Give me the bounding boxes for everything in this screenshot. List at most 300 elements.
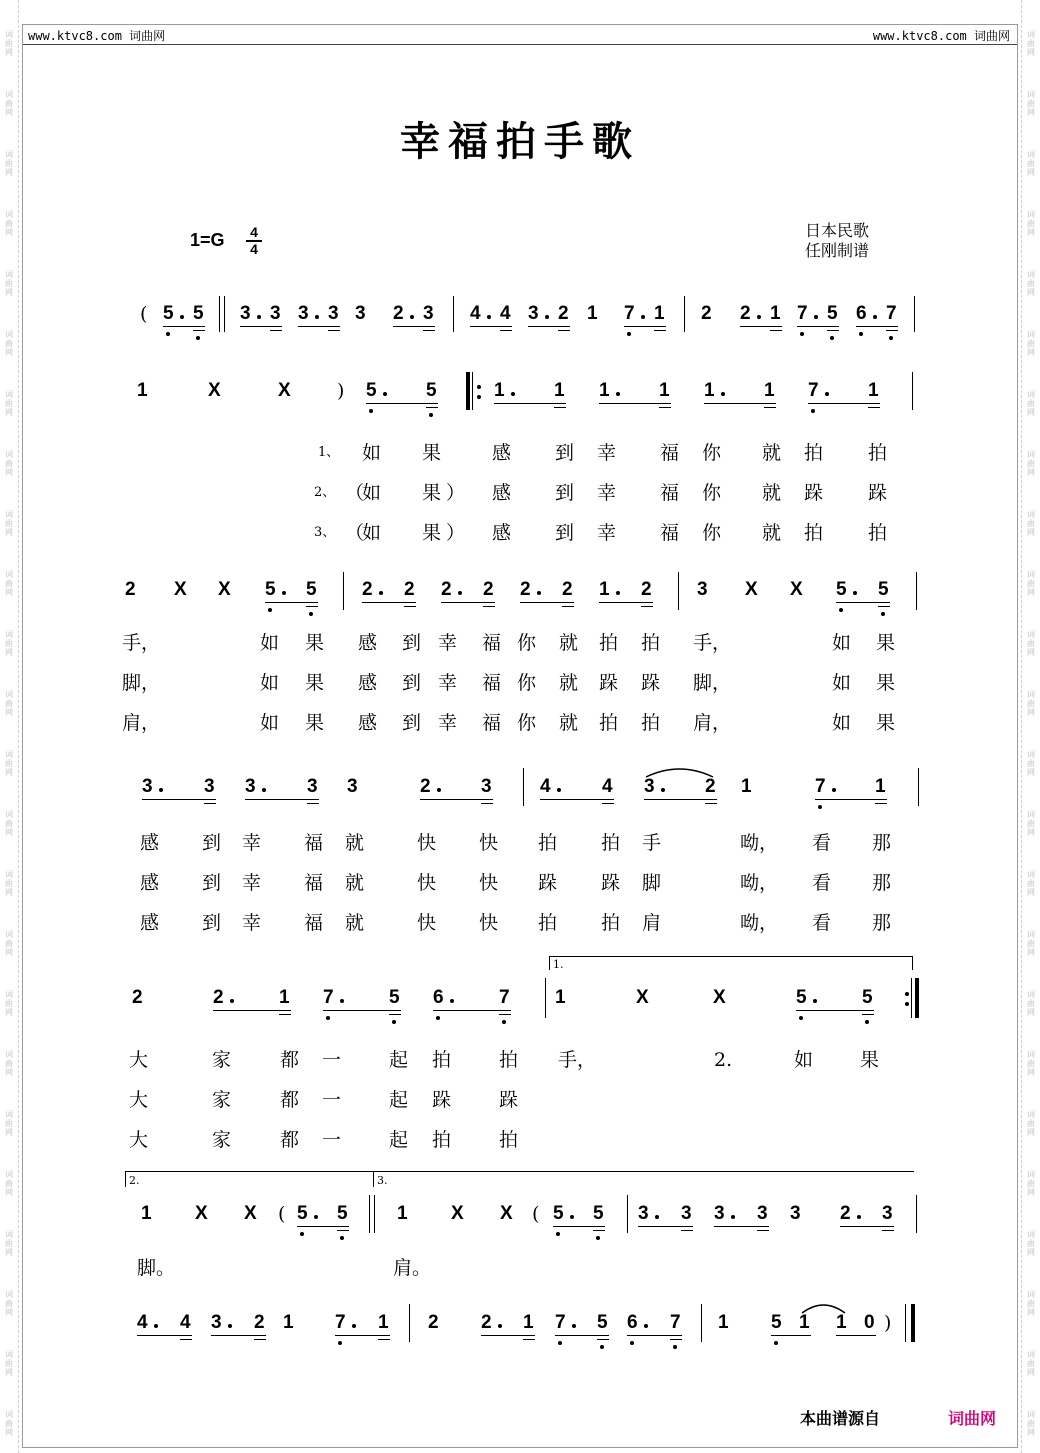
beam-line bbox=[882, 1230, 894, 1231]
lyric: 呦， bbox=[740, 832, 779, 854]
note: 3 bbox=[142, 776, 153, 797]
note: 3 bbox=[714, 1203, 725, 1224]
lyric: 到 bbox=[202, 832, 222, 854]
lyric: 到 bbox=[202, 912, 222, 934]
augmentation-dot bbox=[340, 999, 344, 1003]
watermark-text: 词 曲 网 bbox=[1027, 930, 1035, 957]
note: 2 bbox=[481, 1312, 492, 1333]
beam-line bbox=[423, 330, 435, 331]
octave-dot bbox=[556, 1232, 560, 1236]
lyric: 看 bbox=[812, 872, 832, 894]
watermark-text: 词 曲 网 bbox=[5, 30, 13, 57]
augmentation-dot bbox=[352, 1324, 356, 1328]
lyric: 就 bbox=[345, 912, 365, 934]
beam-line bbox=[714, 1226, 769, 1227]
watermark-text: 词 曲 网 bbox=[1027, 1410, 1035, 1437]
beam-line bbox=[213, 1010, 291, 1011]
beam-line bbox=[470, 326, 512, 327]
note: 2 bbox=[441, 579, 452, 600]
note: 7 bbox=[335, 1312, 346, 1333]
note: 3 bbox=[697, 579, 708, 600]
bar-line bbox=[409, 1304, 410, 1342]
lyric: 感 bbox=[140, 912, 160, 934]
lyric: 手， bbox=[693, 632, 732, 654]
lyric: 福 bbox=[660, 442, 680, 464]
time-signature-bottom: 4 bbox=[250, 241, 258, 257]
lyric: 你 bbox=[702, 522, 722, 544]
note: 5 bbox=[306, 579, 317, 600]
lyric: 跺 bbox=[641, 672, 661, 694]
bar-line bbox=[369, 1195, 370, 1233]
note: 0 bbox=[864, 1312, 875, 1333]
note: 1 bbox=[397, 1203, 408, 1224]
lyric: 福 bbox=[304, 832, 324, 854]
augmentation-dot bbox=[180, 315, 184, 319]
beam-line bbox=[553, 1226, 605, 1227]
lyric: ) bbox=[884, 1312, 892, 1334]
watermark-text: 词 曲 网 bbox=[5, 510, 13, 537]
lyric: 拍 bbox=[538, 912, 558, 934]
lyric: 果 bbox=[305, 712, 325, 734]
augmentation-dot bbox=[511, 392, 515, 396]
beam-line bbox=[298, 326, 340, 327]
lyric: 就 bbox=[559, 672, 579, 694]
note: 4 bbox=[137, 1312, 148, 1333]
watermark-text: 词 曲 网 bbox=[1027, 1350, 1035, 1377]
beam-line bbox=[602, 803, 614, 804]
beam-line bbox=[627, 1335, 682, 1336]
lyric: ( bbox=[532, 1203, 540, 1225]
lyric: 幸 bbox=[597, 482, 617, 504]
bar-line bbox=[219, 296, 220, 332]
octave-dot bbox=[429, 413, 433, 417]
watermark-text: 词 曲 网 bbox=[5, 390, 13, 417]
beam-line bbox=[211, 1335, 266, 1336]
note: 3 bbox=[307, 776, 318, 797]
beam-line bbox=[856, 326, 898, 327]
beam-line bbox=[808, 403, 880, 404]
note: 7 bbox=[624, 303, 635, 324]
lyric: 一 bbox=[322, 1089, 342, 1111]
lyric: 都 bbox=[280, 1089, 300, 1111]
beam-line bbox=[797, 326, 839, 327]
note: 3 bbox=[347, 776, 358, 797]
lyric: 起 bbox=[389, 1089, 409, 1111]
lyric: （ bbox=[345, 482, 365, 504]
augmentation-dot bbox=[557, 788, 561, 792]
footer-brand[interactable]: 词曲网 bbox=[948, 1409, 997, 1428]
beam-line bbox=[704, 403, 776, 404]
lyric: 就 bbox=[345, 872, 365, 894]
beam-line bbox=[886, 330, 898, 331]
lyric: 如 bbox=[362, 482, 382, 504]
note: X bbox=[218, 579, 231, 600]
beam-line bbox=[827, 330, 839, 331]
lyric: 家 bbox=[212, 1129, 232, 1151]
note: 1 bbox=[599, 380, 610, 401]
octave-dot bbox=[839, 608, 843, 612]
lyric: 你 bbox=[702, 482, 722, 504]
lyric: 家 bbox=[212, 1049, 232, 1071]
watermark-text: 词 曲 网 bbox=[1027, 1290, 1035, 1317]
lyric: 就 bbox=[762, 482, 782, 504]
note: 3 bbox=[644, 776, 655, 797]
bar-line bbox=[914, 296, 915, 332]
note: X bbox=[790, 579, 803, 600]
beam-line bbox=[840, 1226, 894, 1227]
beam-line bbox=[362, 602, 416, 603]
time-signature-top: 4 bbox=[250, 224, 258, 240]
beam-line bbox=[441, 602, 495, 603]
final-bar-line bbox=[911, 1304, 915, 1342]
note: 2 bbox=[420, 776, 431, 797]
note: 2 bbox=[520, 579, 531, 600]
lyric: 拍 bbox=[499, 1049, 519, 1071]
note: X bbox=[636, 987, 649, 1008]
octave-dot bbox=[800, 332, 804, 336]
octave-dot bbox=[811, 409, 815, 413]
watermark-text: 词 曲 网 bbox=[1027, 1050, 1035, 1077]
lyric: 幸 bbox=[597, 522, 617, 544]
lyric: 福 bbox=[660, 522, 680, 544]
lyric: 如 bbox=[362, 522, 382, 544]
note: 3 bbox=[298, 303, 309, 324]
beam-line bbox=[770, 330, 782, 331]
note: 4 bbox=[470, 303, 481, 324]
octave-dot bbox=[326, 1016, 330, 1020]
lyric: 如 bbox=[832, 712, 852, 734]
beam-line bbox=[483, 606, 495, 607]
lyric: 感 bbox=[492, 482, 512, 504]
key-signature: 1=G bbox=[190, 230, 225, 250]
octave-dot bbox=[859, 332, 863, 336]
watermark-text: 词 曲 网 bbox=[1027, 690, 1035, 717]
augmentation-dot bbox=[644, 1324, 648, 1328]
time-signature bbox=[246, 226, 262, 256]
note: 1 bbox=[555, 987, 566, 1008]
lyric: ( bbox=[278, 1203, 286, 1225]
lyric: 快 bbox=[417, 872, 437, 894]
octave-dot bbox=[818, 805, 822, 809]
beam-line bbox=[297, 1226, 349, 1227]
repeat-dot bbox=[905, 1002, 909, 1006]
lyric: 跺 bbox=[499, 1089, 519, 1111]
lyric: 那 bbox=[872, 912, 892, 934]
lyric: 快 bbox=[479, 872, 499, 894]
note: 3 bbox=[528, 303, 539, 324]
lyric: 3、 bbox=[314, 525, 336, 540]
beam-line bbox=[862, 1014, 874, 1015]
bar-line bbox=[545, 978, 546, 1018]
lyric: 拍 bbox=[868, 522, 888, 544]
note: 5 bbox=[297, 1203, 308, 1224]
lyric: 你 bbox=[517, 672, 537, 694]
octave-dot bbox=[392, 1020, 396, 1024]
lyric: 拍 bbox=[868, 442, 888, 464]
augmentation-dot bbox=[257, 315, 261, 319]
lyric: 福 bbox=[482, 672, 502, 694]
beam-line bbox=[420, 799, 493, 800]
beam-line bbox=[270, 330, 282, 331]
note: 4 bbox=[540, 776, 551, 797]
watermark-text: 词 曲 网 bbox=[5, 750, 13, 777]
header-site-left[interactable]: www.ktvc8.com 词曲网 bbox=[28, 29, 166, 43]
lyric: 那 bbox=[872, 872, 892, 894]
bar-line bbox=[701, 1304, 702, 1342]
augmentation-dot bbox=[731, 1215, 735, 1219]
note: 3 bbox=[423, 303, 434, 324]
volta-number: 2. bbox=[129, 1174, 140, 1187]
lyric: 大 bbox=[129, 1049, 149, 1071]
beam-line bbox=[481, 1335, 535, 1336]
beam-line bbox=[836, 1335, 876, 1336]
beam-line bbox=[540, 799, 614, 800]
watermark-text: 词 曲 网 bbox=[1027, 810, 1035, 837]
augmentation-dot bbox=[437, 788, 441, 792]
lyric: 拍 bbox=[538, 832, 558, 854]
augmentation-dot bbox=[314, 1215, 318, 1219]
beam-line bbox=[520, 602, 574, 603]
note: 1 bbox=[741, 776, 752, 797]
bar-line bbox=[343, 572, 344, 610]
lyric: 你 bbox=[517, 632, 537, 654]
note: 7 bbox=[886, 303, 897, 324]
lyric: 快 bbox=[479, 832, 499, 854]
lyric: ） bbox=[446, 522, 466, 544]
note: 6 bbox=[433, 987, 444, 1008]
augmentation-dot bbox=[379, 591, 383, 595]
watermark-text: 词 曲 网 bbox=[5, 1170, 13, 1197]
note: 1 bbox=[868, 380, 879, 401]
note: 2 bbox=[404, 579, 415, 600]
augmentation-dot bbox=[721, 392, 725, 396]
lyric: 福 bbox=[304, 912, 324, 934]
lyric: 如 bbox=[832, 672, 852, 694]
note: 6 bbox=[627, 1312, 638, 1333]
note: 5 bbox=[597, 1312, 608, 1333]
beam-line bbox=[555, 1335, 609, 1336]
note: 1 bbox=[875, 776, 886, 797]
bar-line bbox=[916, 572, 917, 610]
augmentation-dot bbox=[813, 999, 817, 1003]
lyric: 快 bbox=[479, 912, 499, 934]
lyric: 感 bbox=[492, 442, 512, 464]
lyric: 手， bbox=[558, 1049, 597, 1071]
note: 5 bbox=[878, 579, 889, 600]
watermark-text: 词 曲 网 bbox=[1027, 510, 1035, 537]
beam-line bbox=[599, 403, 671, 404]
note: 1 bbox=[704, 380, 715, 401]
lyric: 如 bbox=[794, 1049, 814, 1071]
note: 7 bbox=[808, 380, 819, 401]
note: 4 bbox=[602, 776, 613, 797]
lyric: 跺 bbox=[601, 872, 621, 894]
beam-line bbox=[306, 606, 318, 607]
augmentation-dot bbox=[383, 392, 387, 396]
lyric: 果 bbox=[422, 442, 442, 464]
beam-line bbox=[554, 407, 566, 408]
lyric: 幸 bbox=[242, 912, 262, 934]
octave-dot bbox=[865, 1020, 869, 1024]
octave-dot bbox=[369, 409, 373, 413]
watermark-text: 词 曲 网 bbox=[5, 1050, 13, 1077]
watermark-text: 词 曲 网 bbox=[5, 990, 13, 1017]
footer-label: 本曲谱源自 bbox=[800, 1409, 881, 1428]
beam-line bbox=[875, 803, 887, 804]
note: 5 bbox=[827, 303, 838, 324]
lyric: 拍 bbox=[499, 1129, 519, 1151]
beam-line bbox=[681, 1230, 693, 1231]
note: X bbox=[500, 1203, 513, 1224]
lyric: 到 bbox=[555, 482, 575, 504]
note: 1 bbox=[378, 1312, 389, 1333]
beam-line bbox=[836, 602, 890, 603]
note: 2 bbox=[362, 579, 373, 600]
note: X bbox=[278, 380, 291, 401]
note: 7 bbox=[499, 987, 510, 1008]
lyric: 感 bbox=[140, 832, 160, 854]
octave-dot bbox=[627, 332, 631, 336]
beam-line bbox=[644, 799, 717, 800]
lyric: 大 bbox=[129, 1129, 149, 1151]
note: 5 bbox=[366, 380, 377, 401]
lyric: 呦， bbox=[740, 872, 779, 894]
note: 2 bbox=[428, 1312, 439, 1333]
song-title: 幸福拍手歌 bbox=[400, 118, 640, 165]
lyric: 如 bbox=[362, 442, 382, 464]
note: 3 bbox=[211, 1312, 222, 1333]
lyric: 大 bbox=[129, 1089, 149, 1111]
lyric: 感 bbox=[358, 632, 378, 654]
augmentation-dot bbox=[545, 315, 549, 319]
beam-line bbox=[433, 1010, 511, 1011]
lyric: 1、 bbox=[318, 445, 340, 460]
lyric: 拍 bbox=[599, 712, 619, 734]
lyric: ) bbox=[337, 380, 345, 402]
note: 1 bbox=[599, 579, 610, 600]
watermark-text: 词 曲 网 bbox=[1027, 990, 1035, 1017]
watermark-text: 词 曲 网 bbox=[5, 1350, 13, 1377]
watermark-text: 词 曲 网 bbox=[1027, 1110, 1035, 1137]
note: 1 bbox=[279, 987, 290, 1008]
octave-dot bbox=[436, 1016, 440, 1020]
lyric: 感 bbox=[358, 712, 378, 734]
note: 5 bbox=[836, 579, 847, 600]
bar-line bbox=[472, 372, 473, 410]
repeat-dot bbox=[477, 385, 481, 389]
note: 6 bbox=[856, 303, 867, 324]
lyric: 就 bbox=[762, 442, 782, 464]
octave-dot bbox=[340, 1236, 344, 1240]
note: 2 bbox=[132, 987, 143, 1008]
beam-line bbox=[796, 1010, 874, 1011]
bar-line bbox=[916, 1195, 917, 1233]
note: 1 bbox=[764, 380, 775, 401]
lyric: 看 bbox=[812, 832, 832, 854]
note: 3 bbox=[790, 1203, 801, 1224]
augmentation-dot bbox=[814, 315, 818, 319]
header-site-right[interactable]: www.ktvc8.com 词曲网 bbox=[872, 29, 1010, 43]
beam-line bbox=[599, 602, 653, 603]
augmentation-dot bbox=[832, 788, 836, 792]
lyric: （ bbox=[345, 522, 365, 544]
final-bar-line bbox=[466, 372, 470, 410]
lyric: 拍 bbox=[641, 712, 661, 734]
octave-dot bbox=[502, 1020, 506, 1024]
watermark-text: 词 曲 网 bbox=[5, 1230, 13, 1257]
lyric: 果 bbox=[876, 632, 896, 654]
note: 3 bbox=[882, 1203, 893, 1224]
beam-line bbox=[624, 326, 666, 327]
octave-dot bbox=[166, 332, 170, 336]
octave-dot bbox=[600, 1345, 604, 1349]
bar-line bbox=[911, 978, 912, 1018]
octave-dot bbox=[889, 336, 893, 340]
note: 3 bbox=[240, 303, 251, 324]
lyric: 快 bbox=[417, 912, 437, 934]
lyric: 如 bbox=[260, 632, 280, 654]
note: 2 bbox=[213, 987, 224, 1008]
note: 3 bbox=[328, 303, 339, 324]
lyric: 拍 bbox=[599, 632, 619, 654]
watermark-text: 词 曲 网 bbox=[5, 870, 13, 897]
augmentation-dot bbox=[282, 591, 286, 595]
lyric: 呦， bbox=[740, 912, 779, 934]
lyric: 到 bbox=[402, 632, 422, 654]
lyric: 果 bbox=[422, 482, 442, 504]
lyric: 感 bbox=[140, 872, 160, 894]
beam-line bbox=[245, 799, 319, 800]
lyric: 拍 bbox=[601, 912, 621, 934]
bar-line bbox=[912, 372, 913, 410]
lyric: 肩 bbox=[642, 912, 662, 934]
lyric: 肩， bbox=[122, 712, 161, 734]
beam-line bbox=[670, 1339, 682, 1340]
note: X bbox=[195, 1203, 208, 1224]
beam-line bbox=[654, 330, 666, 331]
augmentation-dot bbox=[616, 591, 620, 595]
note: 5 bbox=[796, 987, 807, 1008]
note: 3 bbox=[245, 776, 256, 797]
lyric: 福 bbox=[482, 632, 502, 654]
lyric: 福 bbox=[304, 872, 324, 894]
lyric: 拍 bbox=[804, 522, 824, 544]
beam-line bbox=[705, 803, 717, 804]
lyric: 快 bbox=[417, 832, 437, 854]
beam-line bbox=[404, 606, 416, 607]
augmentation-dot bbox=[458, 591, 462, 595]
augmentation-dot bbox=[572, 1324, 576, 1328]
lyric: 肩， bbox=[693, 712, 732, 734]
augmentation-dot bbox=[487, 315, 491, 319]
note: 2 bbox=[840, 1203, 851, 1224]
watermark-text: 词 曲 网 bbox=[1027, 750, 1035, 777]
note: 1 bbox=[494, 380, 505, 401]
beam-line bbox=[307, 803, 319, 804]
bar-line bbox=[374, 1195, 375, 1233]
augmentation-dot bbox=[498, 1324, 502, 1328]
beam-line bbox=[815, 799, 887, 800]
lyric: 跺 bbox=[599, 672, 619, 694]
octave-dot bbox=[774, 1341, 778, 1345]
octave-dot bbox=[673, 1345, 677, 1349]
watermark-text: 词 曲 网 bbox=[5, 450, 13, 477]
note: 5 bbox=[265, 579, 276, 600]
octave-dot bbox=[300, 1232, 304, 1236]
augmentation-dot bbox=[655, 1215, 659, 1219]
beam-line bbox=[137, 1335, 192, 1336]
note: 1 bbox=[659, 380, 670, 401]
